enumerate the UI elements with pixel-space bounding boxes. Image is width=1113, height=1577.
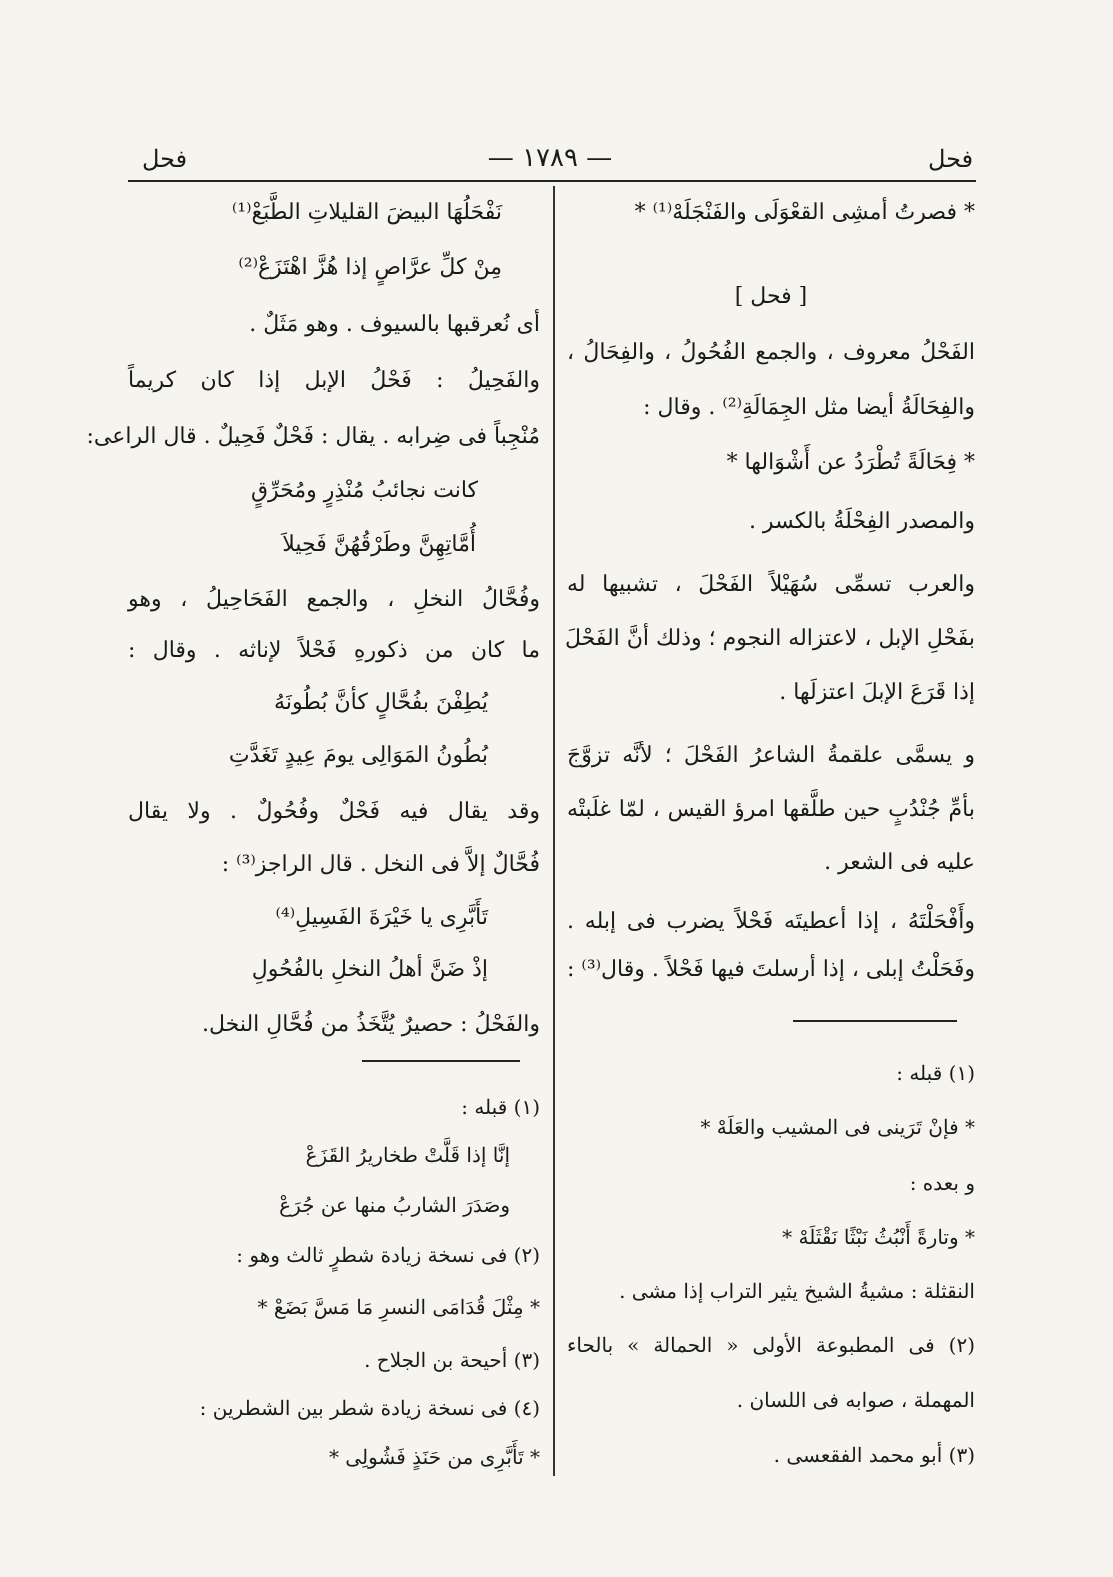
verse-line: * فِحَالَةً تُطْرَدُ عن أَشْوَالها * [726,450,975,475]
footnote-line: النقثلة : مشيةُ الشيخ يثير التراب إذا مشى . [619,1279,975,1303]
footnote-line: (١) قبله : [461,1095,540,1119]
footnote-line: * فإنْ تَرَينى فى المشيب والعَلَهْ * [700,1115,975,1139]
text-line: الفَحْلُ معروف ، والجمع الفُحُولُ ، والفِحَالُ ، [567,340,975,365]
header-rule [128,180,976,182]
text-line: بأمِّ جُنْدُبٍ حين طلَّقها امرؤ القيس ، لمّا غلَبتْه [567,797,975,822]
text-line: فُحَّالٌ إلاَّ فى النخل . قال الراجز⁽³⁾ : [221,852,540,877]
entry-heading: [ فحل ] [734,284,808,309]
text-line: بفَحْلِ الإبل ، لاعتزاله النجوم ؛ وذلك أنَّ الفَحْلَ [564,626,975,651]
verse-line: كانت نجائبُ مُنْذِرٍ ومُحَرِّقٍ [250,478,478,503]
header-keyword-left: فحل [142,145,188,173]
footnote-line: و بعده : [909,1171,975,1195]
text-line: والفَحِيلُ : فَحْلُ الإبل إذا كان كريماً [128,368,540,393]
text-line: والمصدر الفِحْلَةُ بالكسر . [748,509,975,534]
footnote-line: (٣) أبو محمد الفقعسى . [773,1443,975,1467]
footnote-line: (٢) فى نسخة زيادة شطرٍ ثالث وهو : [236,1243,540,1267]
text-line: عليه فى الشعر . [824,850,975,875]
verse-line: نَفْحَلُهَا البيضَ القليلاتِ الطَّبَعْ⁽¹⁾ [231,200,502,225]
verse-line: إذْ ضَنَّ أهلُ النخلِ بالفُحُولِ [251,957,488,982]
footnote-line: * تَأَبَّرِى من حَنَذٍ فَشُولِى * [328,1445,540,1469]
header-keyword-right: فحل [928,145,974,173]
verse-line: مِنْ كلِّ عرَّاصٍ إذا هُزَّ اهْتَزَعْ⁽²⁾ [238,255,502,280]
footnote-line: * مِثْلَ قُدَامَى النسرِ مَا مَسَّ بَضَعْ * [257,1295,540,1319]
text-line: إذا قَرَعَ الإبلَ اعتزلَها . [779,680,975,705]
text-line: أى نُعرقبها بالسيوف . وهو مَثَلٌ . [249,312,540,337]
text-line: وقد يقال فيه فَحْلٌ وفُحُولٌ . ولا يقال [128,799,540,824]
column-divider [553,186,555,1476]
footnote-line: المهملة ، صوابه فى اللسان . [736,1388,975,1412]
footnote-line: وصَدَرَ الشاربُ منها عن جُرَعْ [279,1193,510,1217]
verse-line: بُطُونُ المَوَالِى يومَ عِيدٍ تَغَدَّتِ [228,743,488,768]
text-line: وفَحَلْتُ إبلى ، إذا أرسلتَ فيها فَحْلاً . وقال⁽³⁾ : [567,957,975,982]
page-number: — ١٧٨٩ — [487,143,613,173]
verse-line: تَأَبَّرِى يا خَيْرَةَ الفَسِيلِ⁽⁴⁾ [275,905,488,930]
footnote-line: إنَّا إذا قَلَّتْ طخاريرُ القَزَعْ [305,1143,510,1167]
text-line: وفُحَّالُ النخلِ ، والجمع الفَحَاحِيلُ ، وهو [128,587,540,612]
text-line: والعرب تسمِّى سُهَيْلاً الفَحْلَ ، تشبيها له [567,572,975,597]
footnote-rule-left [362,1060,520,1062]
text-line: و يسمَّى علقمةُ الشاعرُ الفَحْلَ ؛ لأنَّه تزوَّجَ [567,743,975,768]
footnote-rule-right [793,1020,957,1022]
text-line: وأَفْحَلْتَهُ ، إذا أعطيتَه فَحْلاً يضرب فى إبله . [567,909,975,934]
verse-line: أُمَّاتِهِنَّ وطَرْقُهُنَّ فَحِيلاَ [282,532,476,557]
footnote-line: * وتارةً أَنْبُثُ نَبْثًا نَقْثَلَهْ * [782,1225,975,1249]
footnote-line: (٤) فى نسخة زيادة شطر بين الشطرين : [199,1396,540,1420]
text-line: ما كان من ذكورهِ فَحْلاً لإناثه . وقال : [128,638,540,663]
text-line: والفَحْلُ : حصيرٌ يُتَّخَذُ من فُحَّالِ النخل. [201,1012,540,1037]
verse-line: يُطِفْنَ بفُحَّالٍ كأنَّ بُطُونَهُ [274,690,488,715]
footnote-line: (٣) أحيحة بن الجلاح . [364,1348,540,1372]
footnote-line: (٢) فى المطبوعة الأولى « الحمالة » بالحاء [567,1333,975,1357]
footnote-line: (١) قبله : [896,1061,975,1085]
text-line: مُنْجِباً فى ضِرابه . يقال : فَحْلٌ فَحِيلٌ . قال الراعى: [86,424,540,449]
text-line: والفِحَالَةُ أيضا مثل الجِمَالَةِ⁽²⁾ . وقال : [643,395,975,420]
verse-line: * فصرتُ أمشِى القعْوَلَى والفَنْجَلَهْ⁽¹⁾ * [634,200,975,225]
